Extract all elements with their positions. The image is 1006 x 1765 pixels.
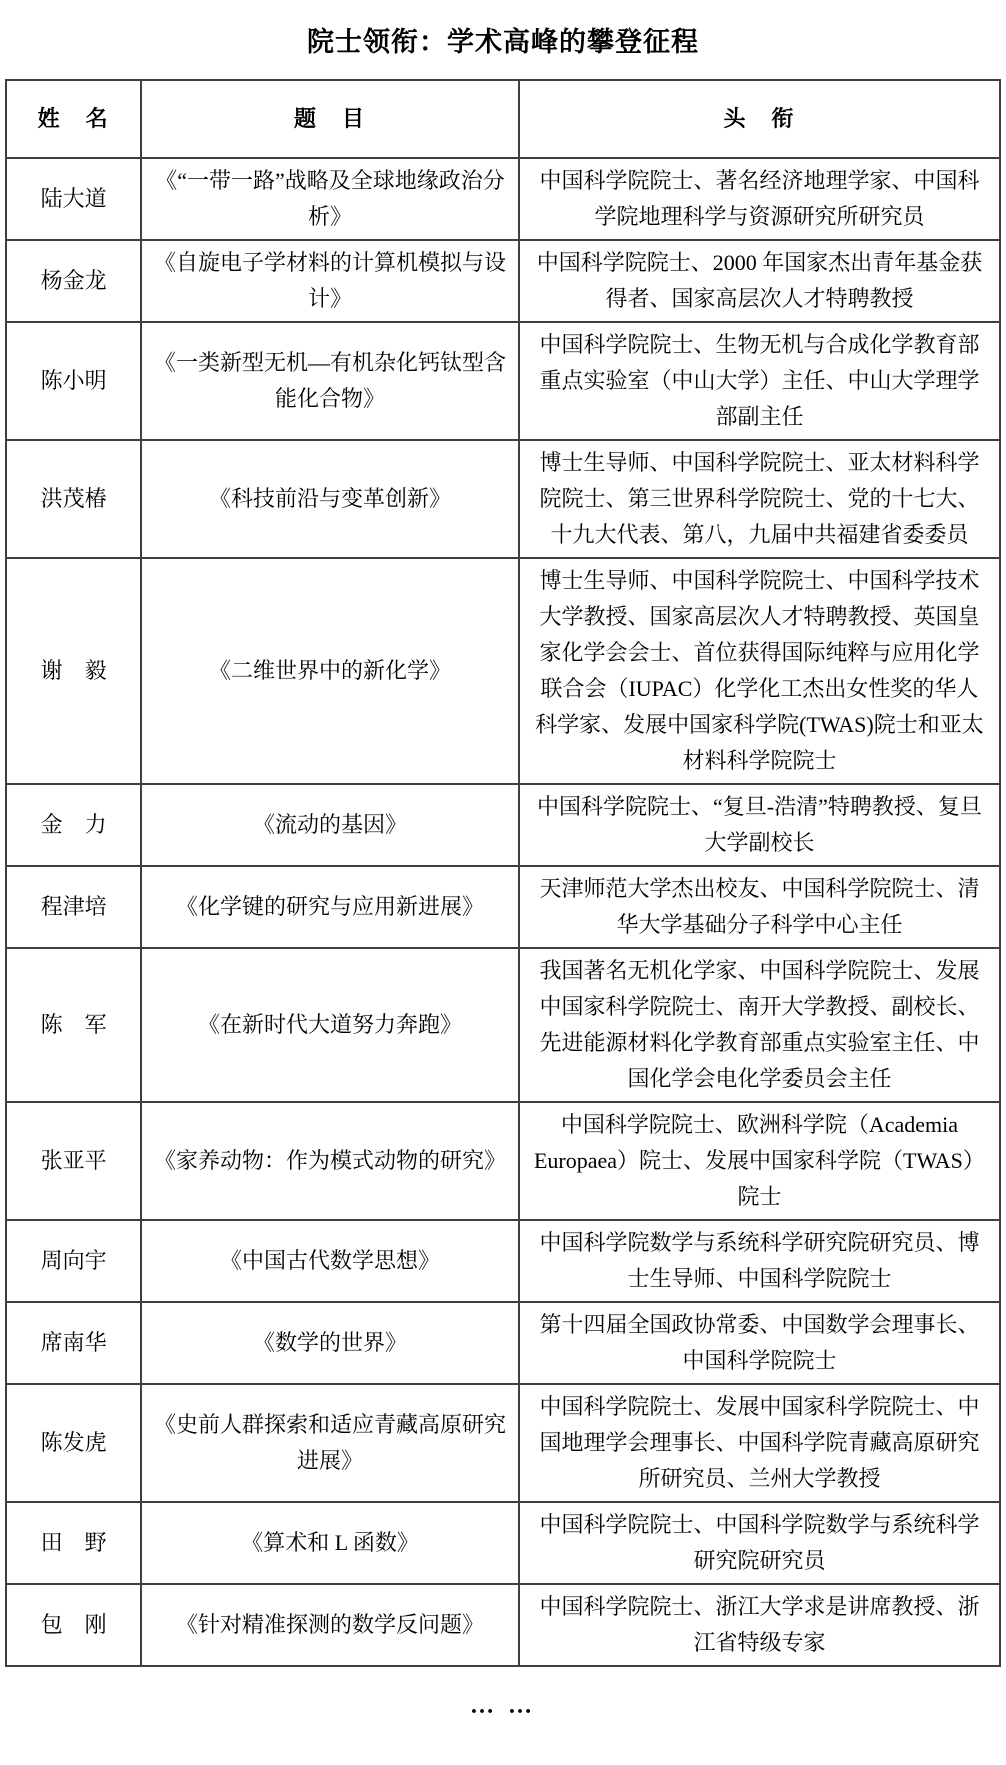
titles-cell: 中国科学院院士、“复旦-浩清”特聘教授、复旦大学副校长 [519,784,1000,866]
titles-cell: 中国科学院院士、著名经济地理学家、中国科学院地理科学与资源研究所研究员 [519,158,1000,240]
table-header-row [6,80,1000,158]
name-cell: 谢 毅 [6,558,141,784]
academicians-table [5,79,1001,1667]
titles-cell: 博士生导师、中国科学院院士、亚太材料科学院院士、第三世界科学院院士、党的十七大、十九大代表、第八，九届中共福建省委委员 [519,440,1000,558]
table-row [6,558,1000,784]
titles-cell: 中国科学院院士、2000 年国家杰出青年基金获得者、国家高层次人才特聘教授 [519,240,1000,322]
name-cell: 陆大道 [6,158,141,240]
page-title: 院士领衔：学术高峰的攀登征程 [307,27,699,57]
name-cell: 程津培 [6,866,141,948]
topic-cell: 《中国古代数学思想》 [141,1220,519,1302]
titles-cell: 第十四届全国政协常委、中国数学会理事长、中国科学院院士 [519,1302,1000,1384]
topic-cell: 《科技前沿与变革创新》 [141,440,519,558]
name-cell: 周向宇 [6,1220,141,1302]
topic-cell: 《一类新型无机—有机杂化钙钛型含能化合物》 [141,322,519,440]
table-row [6,440,1000,558]
table-row [6,240,1000,322]
table-row [6,784,1000,866]
topic-cell: 《自旋电子学材料的计算机模拟与设计》 [141,240,519,322]
titles-cell: 中国科学院院士、发展中国家科学院院士、中国地理学会理事长、中国科学院青藏高原研究所研究员、兰州大学教授 [519,1384,1000,1502]
name-cell: 张亚平 [6,1102,141,1220]
name-cell: 洪茂椿 [6,440,141,558]
table-row [6,1102,1000,1220]
name-cell: 杨金龙 [6,240,141,322]
topic-cell: 《在新时代大道努力奔跑》 [141,948,519,1102]
column-header-titles: 头 衔 [519,80,1000,158]
titles-cell: 博士生导师、中国科学院院士、中国科学技术大学教授、国家高层次人才特聘教授、英国皇家化学会会士、首位获得国际纯粹与应用化学联合会（IUPAC）化学化工杰出女性奖的华人科学家、发展中国家科学院(TWAS)院士和亚太材料科学院院士 [519,558,1000,784]
topic-cell: 《数学的世界》 [141,1302,519,1384]
table-row [6,1384,1000,1502]
table-row [6,158,1000,240]
titles-cell: 中国科学院院士、欧洲科学院（Academia Europaea）院士、发展中国家科学院（TWAS）院士 [519,1102,1000,1220]
table-row [6,1302,1000,1384]
column-header-name: 姓 名 [6,80,141,158]
name-cell: 陈发虎 [6,1384,141,1502]
name-cell: 陈 军 [6,948,141,1102]
name-cell: 包 刚 [6,1584,141,1666]
table-row [6,1502,1000,1584]
name-cell: 陈小明 [6,322,141,440]
table-row [6,1584,1000,1666]
column-header-topic: 题 目 [141,80,519,158]
titles-cell: 天津师范大学杰出校友、中国科学院院士、清华大学基础分子科学中心主任 [519,866,1000,948]
titles-cell: 我国著名无机化学家、中国科学院院士、发展中国家科学院院士、南开大学教授、副校长、先进能源材料化学教育部重点实验室主任、中国化学会电化学委员会主任 [519,948,1000,1102]
topic-cell: 《算术和 L 函数》 [141,1502,519,1584]
table-body [6,158,1000,1666]
titles-cell: 中国科学院院士、中国科学院数学与系统科学研究院研究员 [519,1502,1000,1584]
table-row [6,948,1000,1102]
topic-cell: 《流动的基因》 [141,784,519,866]
table-row [6,866,1000,948]
titles-cell: 中国科学院数学与系统科学研究院研究员、博士生导师、中国科学院院士 [519,1220,1000,1302]
topic-cell: 《针对精准探测的数学反问题》 [141,1584,519,1666]
table-header [6,80,1000,158]
name-cell: 田 野 [6,1502,141,1584]
topic-cell: 《史前人群探索和适应青藏高原研究进展》 [141,1384,519,1502]
name-cell: 席南华 [6,1302,141,1384]
footer-ellipsis: … … [470,1693,536,1719]
table-row [6,1220,1000,1302]
topic-cell: 《“一带一路”战略及全球地缘政治分析》 [141,158,519,240]
topic-cell: 《化学键的研究与应用新进展》 [141,866,519,948]
table-row [6,322,1000,440]
titles-cell: 中国科学院院士、浙江大学求是讲席教授、浙江省特级专家 [519,1584,1000,1666]
titles-cell: 中国科学院院士、生物无机与合成化学教育部重点实验室（中山大学）主任、中山大学理学部副主任 [519,322,1000,440]
topic-cell: 《二维世界中的新化学》 [141,558,519,784]
name-cell: 金 力 [6,784,141,866]
topic-cell: 《家养动物：作为模式动物的研究》 [141,1102,519,1220]
